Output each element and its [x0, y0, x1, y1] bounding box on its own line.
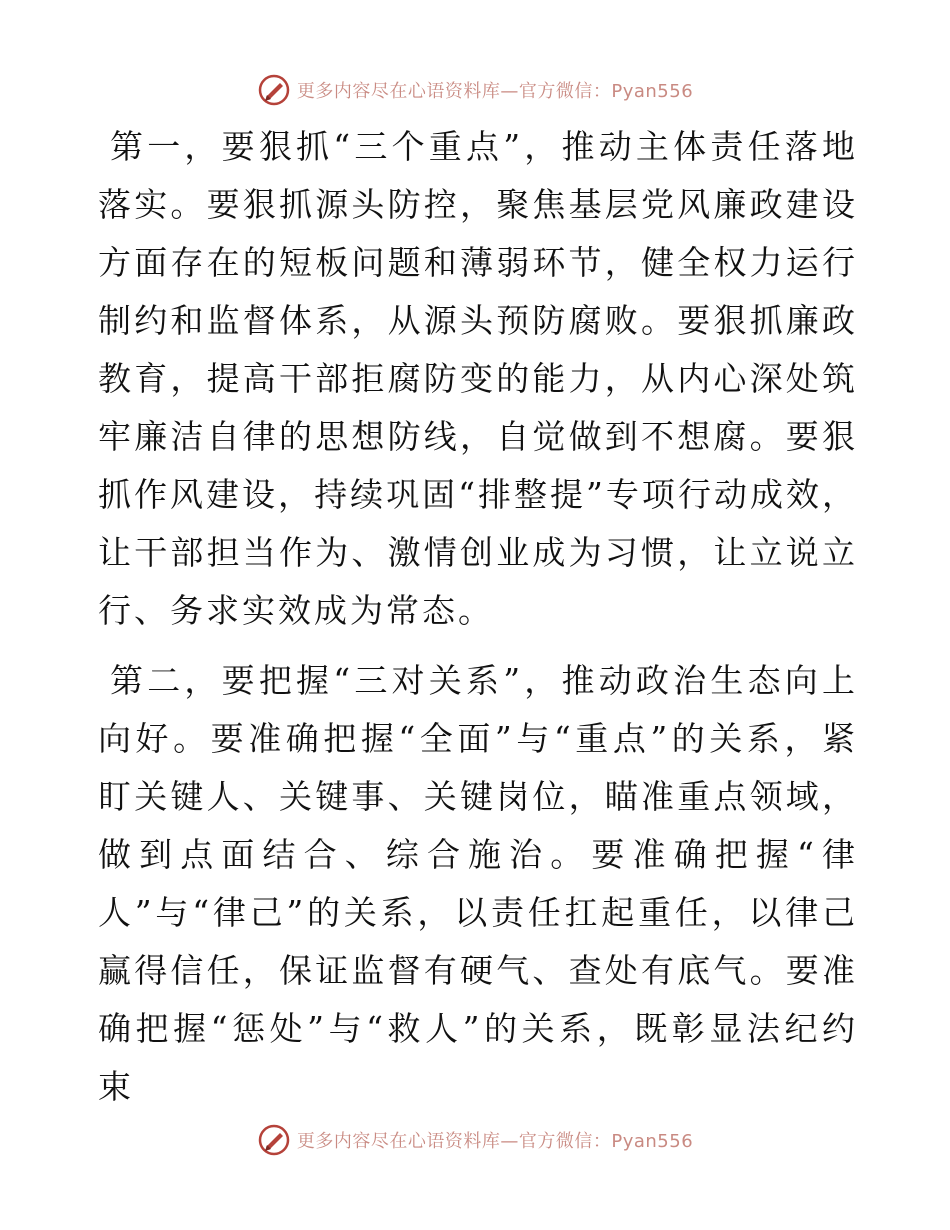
header-watermark	[0, 70, 950, 110]
watermark-text: 更多内容尽在心语资料库—官方微信：Pyan556	[296, 81, 694, 102]
document-body	[98, 118, 858, 1116]
watermark-text: 更多内容尽在心语资料库—官方微信：Pyan556	[296, 1131, 694, 1152]
paragraph-2: 第二，要把握“三对关系”，推动政治生态向上向好。要准确把握“全面”与“重点”的关系，紧盯关键人、关键事、关键岗位，瞄准重点领域，做到点面结合、综合施治。要准确把握“律人”与“律己”的关系，以责任扛起重任，以律己赢得信任，保证监督有硬气、查处有底气。要准确把握“惩处”与“救人”的关系，既彰显法纪约束	[98, 661, 858, 1106]
quill-logo-icon	[257, 1123, 291, 1157]
footer-watermark	[0, 1120, 950, 1160]
quill-logo-icon	[257, 73, 291, 107]
paragraph-1: 第一，要狠抓“三个重点”，推动主体责任落地落实。要狠抓源头防控，聚焦基层党风廉政建设方面存在的短板问题和薄弱环节，健全权力运行制约和监督体系，从源头预防腐败。要狠抓廉政教育，提高干部拒腐防变的能力，从内心深处筑牢廉洁自律的思想防线，自觉做到不想腐。要狠抓作风建设，持续巩固“排整提”专项行动成效，让干部担当作为、激情创业成为习惯，让立说立行、务求实效成为常态。	[98, 127, 858, 630]
